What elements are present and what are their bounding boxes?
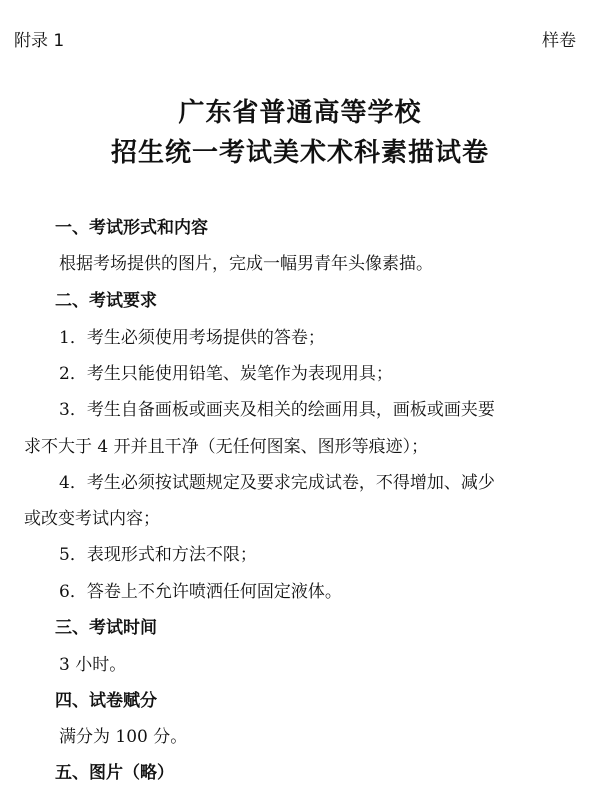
requirement-1: 1．考生必须使用考场提供的答卷； [59, 328, 325, 348]
requirement-2: 2．考生只能使用铅笔、炭笔作为表现用具； [59, 364, 393, 384]
requirement-6: 6．答卷上不允许喷洒任何固定液体。 [59, 582, 342, 602]
section-4-heading: 四、试卷赋分 [55, 691, 157, 711]
requirement-3-line-1: 3．考生自备画板或画夹及相关的绘画用具，画板或画夹要 [59, 400, 495, 420]
section-4-body: 满分为 100 分。 [59, 727, 188, 747]
section-5-heading: 五、图片（略） [55, 763, 174, 783]
document-title-line-2: 招生统一考试美术术科素描试卷 [110, 138, 489, 168]
requirement-3-line-2: 求不大于 4 开并且干净（无任何图案、图形等痕迹）； [24, 437, 429, 457]
section-3-heading: 三、考试时间 [55, 618, 157, 638]
appendix-label: 附录 1 [14, 31, 65, 51]
sample-label: 样卷 [542, 31, 576, 51]
document-title-line-1: 广东省普通高等学校 [178, 98, 422, 128]
section-2-heading: 二、考试要求 [55, 291, 157, 311]
requirement-4-line-1: 4．考生必须按试题规定及要求完成试卷，不得增加、减少 [59, 473, 495, 493]
section-3-body: 3 小时。 [59, 655, 127, 675]
section-1-heading: 一、考试形式和内容 [55, 218, 208, 238]
section-1-body: 根据考场提供的图片，完成一幅男青年头像素描。 [59, 254, 433, 274]
requirement-5: 5．表现形式和方法不限； [59, 545, 257, 565]
requirement-4-line-2: 或改变考试内容； [24, 509, 160, 529]
